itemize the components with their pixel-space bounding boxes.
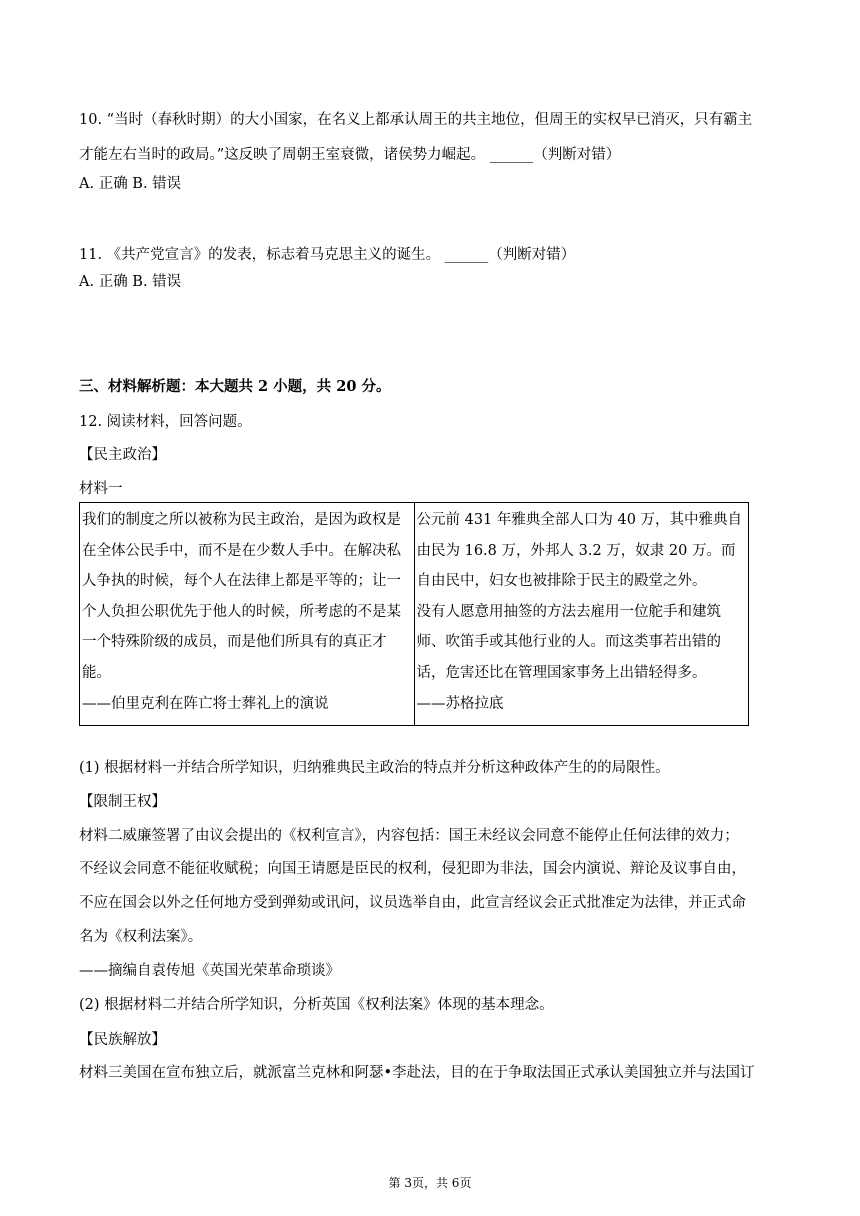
section-3-heading: 三、材料解析题：本大题共 2 小题，共 20 分。: [79, 378, 391, 395]
q12-intro: 12. 阅读材料，回答问题。: [79, 414, 252, 430]
pericles-source: ——伯里克利在阵亡将士葬礼上的演说: [82, 695, 329, 712]
pericles-quote: 我们的制度之所以被称为民主政治，是因为政权是在全体公民手中，而不是在少数人手中。在解决私人争执的时候，每个人在法律上都是平等的；让一个人负担公职优先于他人的时候，所考虑的不是某一个特殊阶级的成员，而是他们所具有的真正才能。: [82, 512, 401, 681]
material-1-label: 材料一: [79, 481, 123, 497]
material-2-line-3: 不应在国会以外之任何地方受到弹劾或讯问，议员选举自由，此宣言经议会正式批准定为法律，并正式命: [79, 895, 746, 911]
socrates-quote: 没有人愿意用抽签的方法去雇用一位舵手和建筑师、吹笛手或其他行业的人。而这类事若出错的话，危害还比在管理国家事务上出错轻得多。: [416, 603, 721, 681]
material-2-source: ——摘编自袁传旭《英国光荣革命琐谈》: [79, 963, 340, 979]
material-3-line-1: 材料三美国在宣布独立后，就派富兰克林和阿瑟•李赴法，目的在于争取法国正式承认美国独立并与法国订: [79, 1065, 755, 1081]
material-2-line-2: 不经议会同意不能征收赋税；向国王请愿是臣民的权利，侵犯即为非法，国会内演说、辩论及议事自由，: [79, 861, 746, 877]
material-2-line-4: 名为《权利法案》。: [79, 929, 203, 945]
socrates-source: ——苏格拉底: [416, 695, 504, 712]
tag-limit-royal-power: 【限制王权】: [79, 794, 166, 810]
sub-question-1: (1) 根据材料一并结合所学知识，归纳雅典民主政治的特点并分析这种政体产生的的局限性。: [79, 760, 670, 776]
q11-line-1: 11. 《共产党宣言》的发表，标志着马克思主义的诞生。 ______（判断对错）: [79, 247, 576, 263]
q10-options: A. 正确 B. 错误: [79, 176, 182, 192]
athens-population-text: 公元前 431 年雅典全部人口为 40 万，其中雅典自由民为 16.8 万，外邦人 3.2 万，奴隶 20 万。而自由民中，妇女也被排除于民主的殿堂之外。: [416, 512, 743, 590]
q11-options: A. 正确 B. 错误: [79, 274, 182, 290]
q10-line-2: 才能左右当时的政局。”这反映了周朝王室衰微，诸侯势力崛起。 ______（判断对错）: [79, 147, 621, 163]
q10-line-1: 10. “当时（春秋时期）的大小国家，在名义上都承认周王的共主地位，但周王的实权早已消灭，只有霸主: [79, 112, 753, 128]
material-2-line-1: 材料二威廉签署了由议会提出的《权利宣言》，内容包括：国王未经议会同意不能停止任何法律的效力；: [79, 828, 739, 844]
material-1-left-cell: [80, 503, 415, 726]
tag-democracy: 【民主政治】: [79, 447, 166, 463]
material-1-right-cell: [414, 503, 749, 726]
sub-question-2: (2) 根据材料二并结合所学知识，分析英国《权利法案》体现的基本理念。: [79, 997, 554, 1013]
tag-national-liberation: 【民族解放】: [79, 1032, 166, 1048]
material-1-table: [79, 502, 749, 726]
page-footer: 第 3页，共 6页: [388, 1176, 472, 1190]
